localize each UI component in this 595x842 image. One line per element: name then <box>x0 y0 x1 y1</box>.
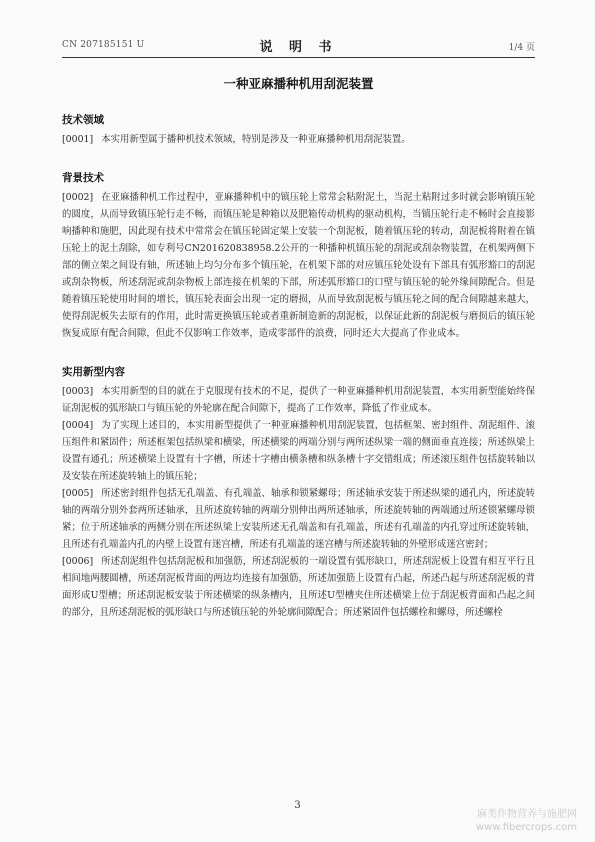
page-header <box>62 36 535 56</box>
section-heading-background: 背景技术 <box>62 172 104 184</box>
section-heading-summary: 实用新型内容 <box>62 366 125 378</box>
paragraph-0002 <box>62 189 535 342</box>
paragraph-0004 <box>62 417 535 485</box>
paragraph-number: [0003] <box>62 386 94 397</box>
paragraph-0001 <box>62 131 535 148</box>
patent-number: CN 207185151 U <box>62 40 145 50</box>
watermark-line-2: www.fibercrops.com <box>475 822 577 833</box>
paragraph-0005 <box>62 485 535 553</box>
paragraph-text: 所述刮泥组件包括刮泥板和加强筋，所述刮泥板的一端设置有弧形缺口，所述刮泥板上设置有相互平行且相间地两腰圆槽，所述刮泥板背面的两边均连接有加强筋，所述加强筋上设置有凸起，所述凸起与所述刮泥板的背面形成U型槽；所述刮泥板安装于所述横梁的纵条槽内，且所述U型槽夹住所述横梁上位于刮泥板背面和凸起之间的部分，且所述刮泥板的弧形缺口与所述镇压轮的外轮廓间隙配合；所述紧固件包括螺栓和螺母，所述螺栓 <box>62 556 535 618</box>
page-number: 3 <box>294 800 301 811</box>
paragraph-text: 为了实现上述目的，本实用新型提供了一种亚麻播种机用刮泥装置，包括框架、密封组件、刮泥组件、滚压组件和紧固件；所述框架包括纵梁和横梁，所述横梁的两端分别与两所述纵梁一端的侧面垂直连接；所述纵梁上设置有通孔；所述横梁上设置有十字槽，所述十字槽由横条槽和纵条槽十字交错组成；所述滚压组件包括旋转轴以及安装在所述旋转轴上的镇压轮； <box>62 420 535 482</box>
document-body <box>62 74 535 621</box>
paragraph-text: 本实用新型属于播种机技术领域，特别是涉及一种亚麻播种机用刮泥装置。 <box>101 134 411 145</box>
paragraph-0006 <box>62 553 535 621</box>
paragraph-number: [0001] <box>62 134 94 145</box>
paragraph-text: 本实用新型的目的就在于克服现有技术的不足，提供了一种亚麻播种机用刮泥装置，本实用新型能始终保证刮泥板的弧形缺口与镇压轮的外轮廓在配合间隙下，提高了工作效率，降低了作业成本。 <box>62 386 535 414</box>
document-type: 说 明 书 <box>259 40 338 55</box>
page-indicator: 1/4 页 <box>508 43 535 53</box>
paragraph-number: [0002] <box>62 192 94 203</box>
header-divider <box>62 57 535 58</box>
section-heading-technical-field: 技术领域 <box>62 114 104 126</box>
paragraph-text: 在亚麻播种机工作过程中，亚麻播种机中的镇压轮上常常会粘附泥土，当泥土粘附过多时就会影响镇压轮的圆度，从而导致镇压轮行走不畅，而镇压轮是种箱以及肥箱传动机构的驱动机构，当镇压轮行走不畅时会直接影响播种和施肥，因此现有技术中常常会在镇压轮固定架上安装一个刮泥板，随着镇压轮的转动，刮泥板将附着在镇压轮上的泥土刮除，如专利号CN201620838958.2公开的一种播种机镇压轮的刮泥或刮杂物装置，在机架两侧下部的侧立架之间设有轴，所述轴上均匀分布多个镇压轮，在机架下部的对应镇压轮处设有下部具有弧形豁口的刮泥或刮杂物板，所述刮泥或刮杂物板上部连接在机架的下部，所述弧形豁口的口壁与镇压轮的轮外缘间隙配合。但是随着镇压轮使用时间的增长，镇压轮表面会出现一定的磨损，从而导致刮泥板与镇压轮之间的配合间隙越来越大，使得刮泥板失去原有的作用，此时需更换镇压轮或者重新制造新的刮泥板，以保证此新的刮泥板与磨损后的镇压轮恢复成原有配合间隙，但此不仅影响工作效率，造成零部件的浪费，同时还大大提高了作业成本。 <box>62 192 535 339</box>
watermark <box>476 808 577 834</box>
paragraph-number: [0004] <box>62 420 94 431</box>
paragraph-text: 所述密封组件包括无孔端盖、有孔端盖、轴承和锁紧螺母；所述轴承安装于所述纵梁的通孔内，所述旋转轴的两端分别外套两所述轴承，且所述旋转轴的两端分别伸出两所述轴承，所述旋转轴的两端通过所述锁紧螺母锁紧；位于所述轴承的两侧分别在所述纵梁上安装所述无孔端盖和有孔端盖，所述有孔端盖的内孔穿过所述旋转轴，且所述有孔端盖内孔的内壁上设置有迷宫槽，所述有孔端盖的迷宫槽与所述旋转轴的外壁形成迷宫密封； <box>62 488 535 550</box>
paragraph-number: [0006] <box>62 556 94 567</box>
paragraph-number: [0005] <box>62 488 94 499</box>
paragraph-0003 <box>62 383 535 417</box>
watermark-line-1: 麻类作物营养与施肥网 <box>477 809 577 820</box>
document-title: 一种亚麻播种机用刮泥装置 <box>223 76 374 91</box>
